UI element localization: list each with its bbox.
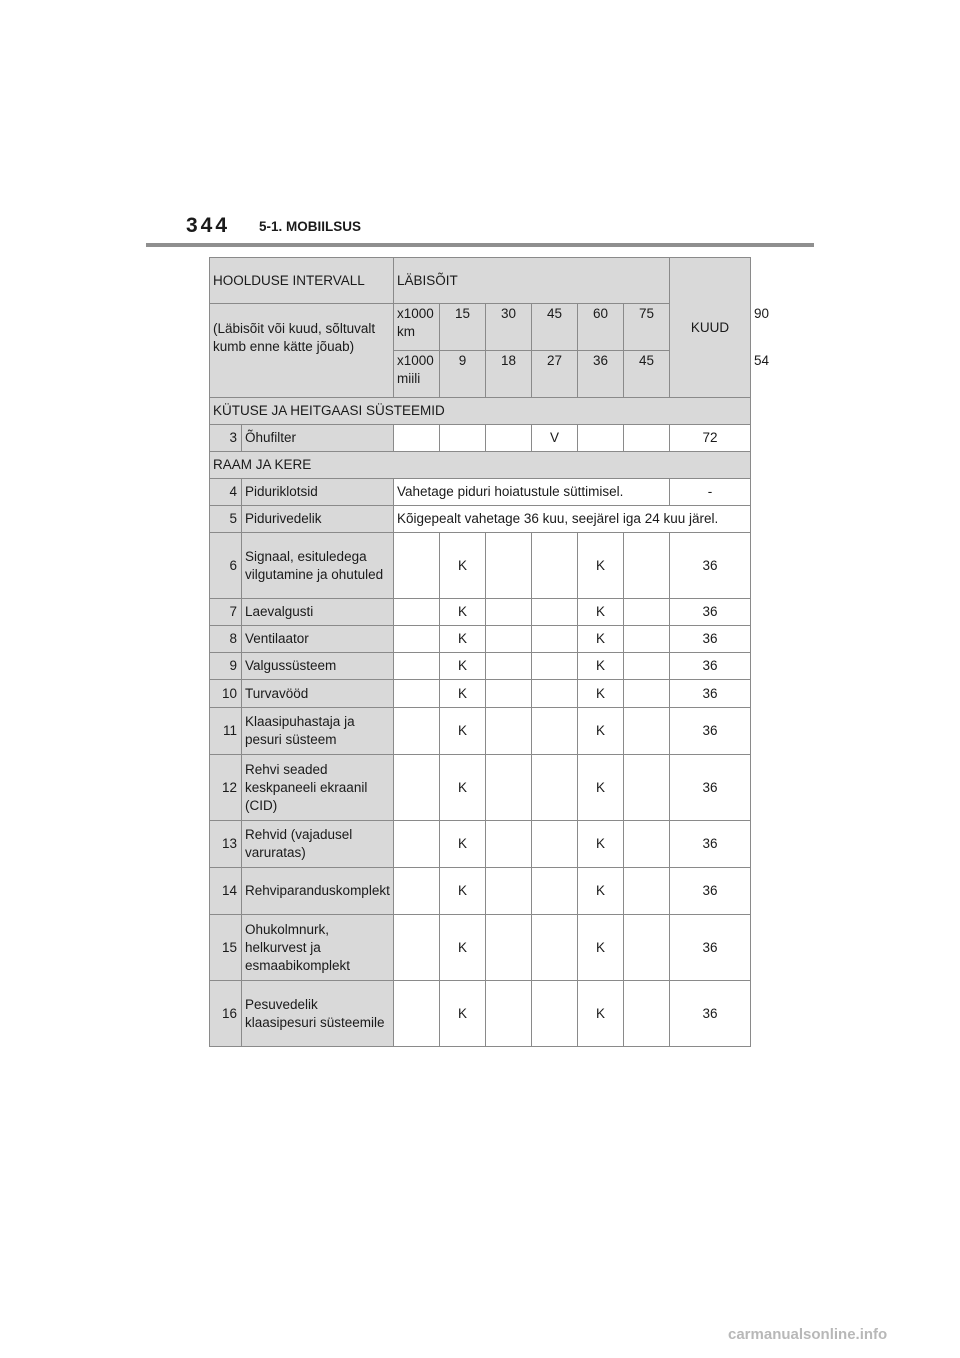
row-cell <box>486 915 532 981</box>
row-cell <box>624 755 670 821</box>
row-item: Rehvi seaded keskpaneeli ekraanil (CID) <box>242 755 394 821</box>
km-value: 75 <box>624 304 670 351</box>
row-cell <box>486 626 532 653</box>
row-item: Õhufilter <box>242 425 394 452</box>
row-cell <box>394 981 440 1047</box>
row-months: 36 <box>670 599 751 626</box>
row-number: 5 <box>210 506 242 533</box>
row-cell: K <box>578 708 624 755</box>
row-cell: K <box>578 626 624 653</box>
row-months: 36 <box>670 680 751 708</box>
row-cell <box>532 599 578 626</box>
row-item: Ohukolmnurk, helkurvest ja esmaabikomplekt <box>242 915 394 981</box>
row-cell: K <box>440 708 486 755</box>
row-cell <box>486 821 532 868</box>
row-cell <box>394 425 440 452</box>
row-cell <box>624 425 670 452</box>
section-row <box>210 452 751 479</box>
row-cell <box>486 981 532 1047</box>
row-cell: K <box>578 680 624 708</box>
row-cell <box>532 915 578 981</box>
row-cell: K <box>578 755 624 821</box>
header-row-km: (Läbisõit või kuud, sõltuvalt kumb enne kätte jõuab) x1000 km 15 30 45 60 75 90 <box>210 304 751 351</box>
row-cell <box>486 755 532 821</box>
mile-value: 18 <box>486 351 532 398</box>
row-cell <box>394 868 440 915</box>
row-item: Piduriklotsid <box>242 479 394 506</box>
row-cell <box>486 533 532 599</box>
row-cell <box>440 425 486 452</box>
km-unit: x1000 km <box>394 304 440 351</box>
row-number: 13 <box>210 821 242 868</box>
row-item: Valgussüsteem <box>242 653 394 680</box>
row-cell <box>532 755 578 821</box>
row-cell <box>486 599 532 626</box>
row-cell: K <box>440 626 486 653</box>
row-months: 36 <box>670 821 751 868</box>
row-number: 12 <box>210 755 242 821</box>
table-row <box>210 868 751 915</box>
row-cell: K <box>578 599 624 626</box>
row-cell <box>394 708 440 755</box>
row-cell <box>624 868 670 915</box>
row-months: 36 <box>670 626 751 653</box>
row-cell <box>624 599 670 626</box>
row-number: 10 <box>210 680 242 708</box>
row-cell <box>394 915 440 981</box>
row-cell: K <box>440 653 486 680</box>
km-value: 45 <box>532 304 578 351</box>
header-row-miles: x1000 miili 9 18 27 36 45 54 <box>210 351 751 398</box>
table-row <box>210 425 751 452</box>
row-cell <box>486 868 532 915</box>
row-cell: K <box>440 868 486 915</box>
table-row <box>210 915 751 981</box>
section-row <box>210 398 751 425</box>
mileage-header: LÄBISÕIT <box>394 258 670 304</box>
row-number: 11 <box>210 708 242 755</box>
row-cell: K <box>578 533 624 599</box>
row-item: Rehviparanduskomplekt <box>242 868 394 915</box>
row-months: 36 <box>670 653 751 680</box>
row-months: 72 <box>670 425 751 452</box>
row-item: Pidurivedelik <box>242 506 394 533</box>
row-cell: K <box>440 981 486 1047</box>
watermark: carmanualsonline.info <box>728 1326 888 1343</box>
row-cell <box>394 653 440 680</box>
row-cell <box>532 626 578 653</box>
row-note: Kõigepealt vahetage 36 kuu, seejärel iga 24 kuu järel. <box>394 506 751 533</box>
row-cell: K <box>578 915 624 981</box>
row-months: 36 <box>670 868 751 915</box>
row-cell <box>486 708 532 755</box>
row-cell <box>624 653 670 680</box>
maintenance-table <box>209 257 770 1047</box>
row-cell <box>624 626 670 653</box>
interval-note: (Läbisõit või kuud, sõltuvalt kumb enne kätte jõuab) <box>210 304 394 398</box>
row-cell <box>624 708 670 755</box>
row-number: 9 <box>210 653 242 680</box>
row-number: 14 <box>210 868 242 915</box>
header-row-1 <box>210 258 751 304</box>
row-cell <box>578 425 624 452</box>
row-cell <box>486 680 532 708</box>
table-row <box>210 755 751 821</box>
row-months: 36 <box>670 533 751 599</box>
row-cell: V <box>532 425 578 452</box>
row-cell <box>624 915 670 981</box>
row-cell: K <box>440 680 486 708</box>
page-number: 344 <box>186 214 231 237</box>
section-title: 5-1. MOBIILSUS <box>259 219 362 234</box>
row-item: Turvavööd <box>242 680 394 708</box>
row-item: Rehvid (vajadusel varuratas) <box>242 821 394 868</box>
row-months: 36 <box>670 755 751 821</box>
table-row <box>210 981 751 1047</box>
row-months: - <box>670 479 751 506</box>
row-cell: K <box>578 868 624 915</box>
row-cell <box>624 981 670 1047</box>
row-cell <box>394 599 440 626</box>
table-row <box>210 821 751 868</box>
row-item: Laevalgusti <box>242 599 394 626</box>
row-number: 16 <box>210 981 242 1047</box>
row-item: Pesuvedelik klaasipesuri süsteemile <box>242 981 394 1047</box>
row-number: 6 <box>210 533 242 599</box>
row-number: 8 <box>210 626 242 653</box>
table-row <box>210 680 751 708</box>
row-cell: K <box>440 599 486 626</box>
row-cell: K <box>440 821 486 868</box>
row-cell <box>532 653 578 680</box>
row-cell <box>624 680 670 708</box>
row-cell: K <box>440 755 486 821</box>
table-row <box>210 653 751 680</box>
row-months: 36 <box>670 708 751 755</box>
km-value: 30 <box>486 304 532 351</box>
mile-value: 45 <box>624 351 670 398</box>
interval-header: HOOLDUSE INTERVALL <box>210 258 394 304</box>
row-item: Klaasipuhastaja ja pesuri süsteem <box>242 708 394 755</box>
row-number: 4 <box>210 479 242 506</box>
mile-value: 9 <box>440 351 486 398</box>
row-item: Ventilaator <box>242 626 394 653</box>
km-value: 15 <box>440 304 486 351</box>
miles-unit: x1000 miili <box>394 351 440 398</box>
mile-value: 27 <box>532 351 578 398</box>
row-cell <box>394 821 440 868</box>
row-months: 36 <box>670 915 751 981</box>
row-cell <box>624 821 670 868</box>
section-heading: KÜTUSE JA HEITGAASI SÜSTEEMID <box>210 398 751 425</box>
months-header: KUUD <box>670 258 751 398</box>
row-cell: K <box>578 653 624 680</box>
table-row <box>210 708 751 755</box>
table-row <box>210 533 751 599</box>
row-cell <box>394 680 440 708</box>
row-number: 3 <box>210 425 242 452</box>
table-row <box>210 599 751 626</box>
km-value: 60 <box>578 304 624 351</box>
row-number: 15 <box>210 915 242 981</box>
row-cell: K <box>440 915 486 981</box>
mile-value: 36 <box>578 351 624 398</box>
row-cell <box>532 868 578 915</box>
row-cell <box>624 533 670 599</box>
row-cell: K <box>578 821 624 868</box>
row-cell <box>486 425 532 452</box>
row-cell <box>532 821 578 868</box>
row-cell <box>394 755 440 821</box>
row-cell <box>532 708 578 755</box>
row-cell <box>394 533 440 599</box>
section-heading: RAAM JA KERE <box>210 452 751 479</box>
row-months: 36 <box>670 981 751 1047</box>
row-cell <box>532 533 578 599</box>
table-row <box>210 506 751 533</box>
row-cell <box>394 626 440 653</box>
row-cell <box>486 653 532 680</box>
table-row <box>210 479 751 506</box>
table-row <box>210 626 751 653</box>
header-divider <box>146 243 814 247</box>
row-cell <box>532 981 578 1047</box>
row-note: Vahetage piduri hoiatustule süttimisel. <box>394 479 670 506</box>
row-item: Signaal, esituledega vilgutamine ja ohutuled <box>242 533 394 599</box>
row-cell: K <box>578 981 624 1047</box>
row-number: 7 <box>210 599 242 626</box>
row-cell: K <box>440 533 486 599</box>
row-cell <box>532 680 578 708</box>
